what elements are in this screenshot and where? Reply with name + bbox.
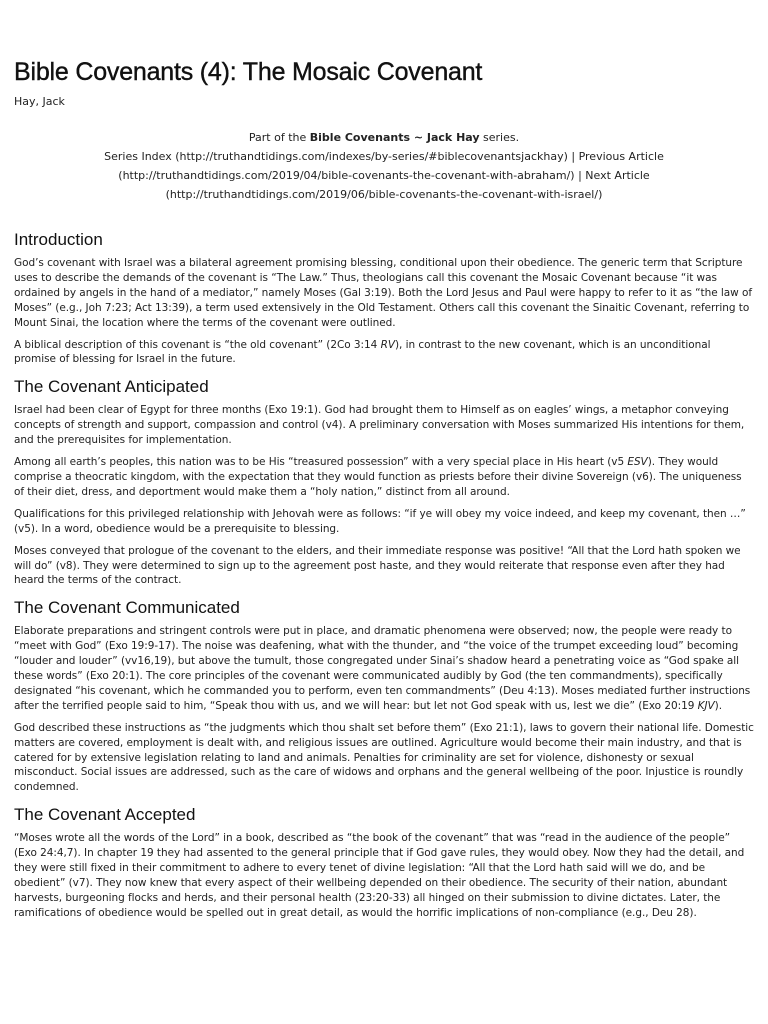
paragraph: God described these instructions as “the judgments which thou shalt set before them” (Exo 21:1), laws to govern their national life. Domestic matters are covered, employment is dealt with, and religious issues are outlined. Agriculture would become their main industry, and that is catered for by extensive legislation relating to land and animals. Penalties for criminality are set for violence, dishonesty or sexual misconduct. Social issues are addressed, such as the care of widows and orphans and the general wellbeing of the poor. Injustice is roundly condemned. [14,721,754,794]
text-run: Elaborate preparations and stringent controls were put in place, and dramatic phenomena were observed; now, the people were ready to “meet with God” (Exo 19:9-17). The noise was deafening, what with the thunder, and “the voice of the trumpet exceeding loud” becoming “louder and louder” (vv16,19), but above the tumult, those congregated under Sinai’s shadow heard a penetrating voice as “God spake all these words” (Exo 20:1). The core principles of the covenant were communicated audibly by God (the ten commandments), specifically designated “his covenant, which he commanded you to perform, even ten commandments” (Deu 4:13). Moses mediated further instructions after the terrified people said to him, “Speak thou with us, and we will hear: but let not God speak with us, lest we die” (Exo 20:19 [14,625,751,712]
previous-article-line[interactable]: (http://truthandtidings.com/2019/04/bible-covenants-the-covenant-with-abraham/) | Next Article [118,169,650,182]
series-prefix: Part of the [248,131,310,144]
series-name-link[interactable]: Bible Covenants ~ Jack Hay [309,131,480,144]
text-run: ), in contrast to the new covenant, which is an unconditional promise of blessing for Israel in the future. [14,338,711,366]
section-heading: The Covenant Anticipated [14,377,209,397]
section-introduction [14,230,754,367]
section-accepted [14,805,754,920]
version-abbrev: KJV [697,699,715,712]
series-index-line[interactable]: Series Index (http://truthandtidings.com/indexes/by-series/#biblecovenantsjackhay) | Previous Article [104,150,664,163]
paragraph: Qualifications for this privileged relationship with Jehovah were as follows: “if ye will obey my voice indeed, and keep my covenant, then …” (v5). In a word, obedience would be a prerequisite to blessing. [14,507,746,535]
article-title: Bible Covenants (4): The Mosaic Covenant [14,58,483,86]
series-line-1 [14,128,754,147]
series-info [14,128,754,204]
series-suffix: series. [479,131,520,144]
text-run: A biblical description of this covenant is “the old covenant” (2Co 3:14 [14,338,381,351]
section-communicated [14,598,754,795]
paragraph: Moses conveyed that prologue of the covenant to the elders, and their immediate response was positive! “All that the Lord hath spoken we will do” (v8). They were determined to sign up to the agreement post haste, and they would reiterate that response even after they had heard the terms of the contract. [14,544,741,587]
section-anticipated [14,377,754,588]
next-article-line[interactable]: (http://truthandtidings.com/2019/06/bible-covenants-the-covenant-with-israel/) [165,188,603,201]
section-heading: The Covenant Communicated [14,598,240,618]
paragraph [14,624,754,713]
paragraph: Israel had been clear of Egypt for three months (Exo 19:1). God had brought them to Himself as on eagles’ wings, a metaphor conveying concepts of strength and support, compassion and control (v4). A preliminary conversation with Moses summarized His intentions for them, and the prerequisites for implementation. [14,404,745,447]
version-abbrev: ESV [627,456,648,469]
text-run: ). They would comprise a theocratic kingdom, with the expectation that they would function as priests before their divine Sovereign (v6). The uniqueness of their diet, dress, and deportment would make them a “holy nation,” distinct from all around. [14,456,742,498]
version-abbrev: RV [380,338,395,351]
article-author: Hay, Jack [14,95,65,108]
paragraph: God’s covenant with Israel was a bilateral agreement promising blessing, conditional upon their obedience. The generic term that Scripture uses to describe the demands of the covenant is “The Law.” Thus, theologians call this covenant the Mosaic Covenant because “it was ordained by angels in the hand of a mediator,” namely Moses (Gal 3:19). Both the Lord Jesus and Paul were happy to refer to it as “the law of Moses” (e.g., Joh 7:23; Act 13:39), a term used extensively in the Old Testament. Others call this covenant the Sinaitic Covenant, referring to Mount Sinai, the location where the terms of the covenant were outlined. [14,257,753,329]
paragraph: “Moses wrote all the words of the Lord” in a book, described as “the book of the covenant” that was “read in the audience of the people” (Exo 24:4,7). In chapter 19 they had assented to the general principle that if God gave rules, they would obey. Now they had the detail, and they were still fixed in their commitment to adhere to every tenet of divine legislation: “All that the Lord hath said will we do, and be obedient” (v7). They now knew that every aspect of their wellbeing depended on their obedience. The security of their nation, abundant harvests, burgeoning flocks and herds, and their personal health (23:20-33) all hinged on their submission to divine dictates. Later, the ramifications of obedience would be spelled out in great detail, as would the horrific implications of non-compliance (e.g., Deu 28). [14,832,745,919]
section-heading: Introduction [14,230,103,249]
paragraph [14,455,754,500]
paragraph [14,338,754,368]
text-run: Among all earth’s peoples, this nation was to be His “treasured possession” with a very special place in His heart (v5 [14,456,628,469]
text-run: ). [714,699,722,712]
section-heading: The Covenant Accepted [14,805,196,825]
